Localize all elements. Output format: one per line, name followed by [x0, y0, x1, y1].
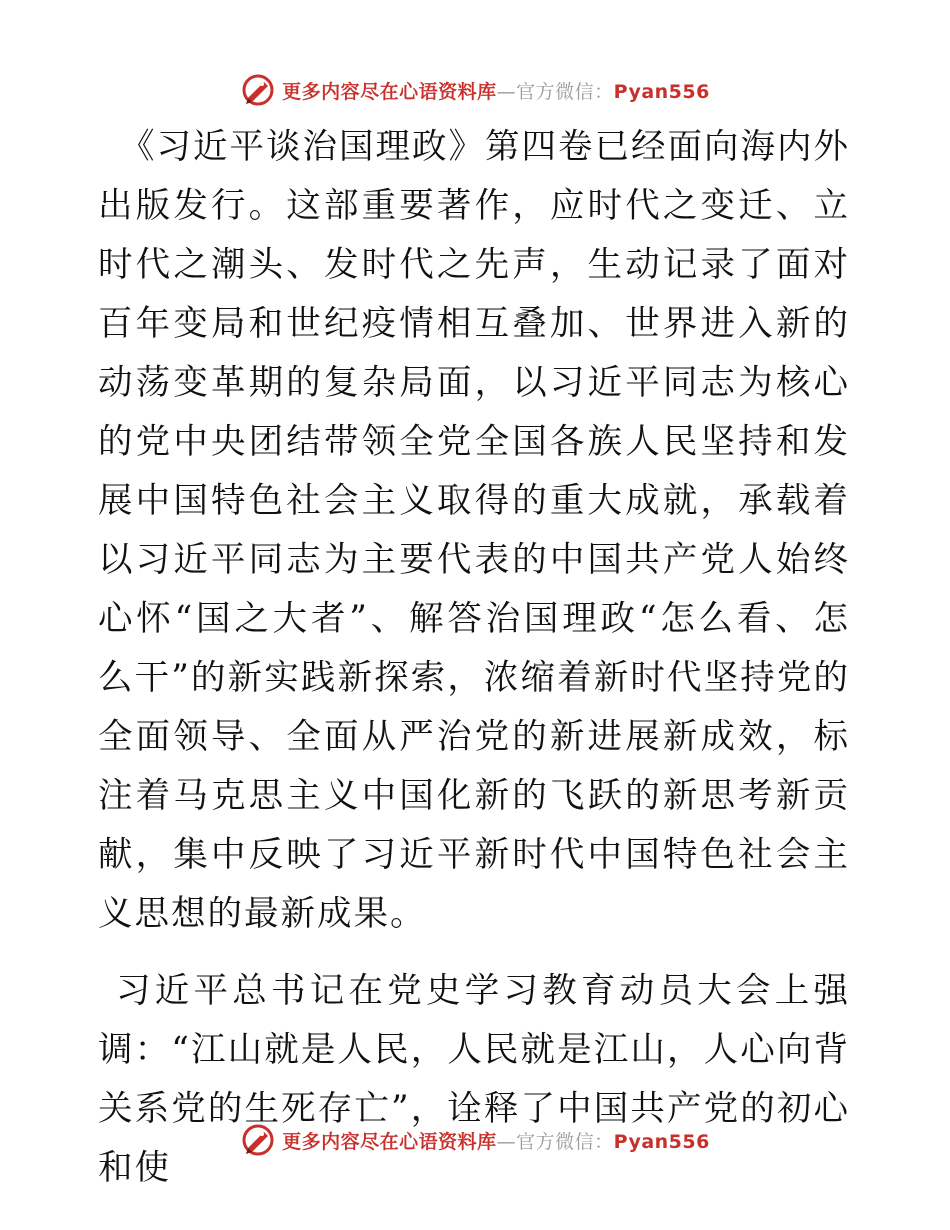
watermark-text	[282, 1127, 710, 1154]
paragraph-2: 习近平总书记在党史学习教育动员大会上强调：“江山就是人民，人民就是江山，人心向背关系党的生死存亡”，诠释了中国共产党的初心和使	[98, 971, 850, 1188]
watermark-text	[282, 77, 710, 104]
pen-logo-icon	[240, 72, 276, 108]
watermark-wechat-id: Pyan556	[613, 80, 710, 103]
watermark-wechat-label: 官方微信：	[516, 1130, 614, 1153]
watermark-dash: —	[496, 80, 517, 103]
watermark-wechat-id: Pyan556	[613, 1130, 710, 1153]
header-watermark-banner	[0, 70, 950, 110]
document-body	[98, 118, 850, 1198]
pen-logo-icon	[240, 1122, 276, 1158]
watermark-wechat-label: 官方微信：	[516, 80, 614, 103]
footer-watermark-banner	[0, 1120, 950, 1160]
paragraph-1: 《习近平谈治国理政》第四卷已经面向海内外出版发行。这部重要著作，应时代之变迁、立时代之潮头、发时代之先声，生动记录了面对百年变局和世纪疫情相互叠加、世界进入新的动荡变革期的复杂局面，以习近平同志为核心的党中央团结带领全党全国各族人民坚持和发展中国特色社会主义取得的重大成就，承载着以习近平同志为主要代表的中国共产党人始终心怀“国之大者”、解答治国理政“怎么看、怎么干”的新实践新探索，浓缩着新时代坚持党的全面领导、全面从严治党的新进展新成效，标注着马克思主义中国化新的飞跃的新思考新贡献，集中反映了习近平新时代中国特色社会主义思想的最新成果。	[98, 127, 850, 934]
watermark-dash: —	[496, 1130, 517, 1153]
watermark-main-text: 更多内容尽在心语资料库	[282, 1130, 497, 1153]
watermark-main-text: 更多内容尽在心语资料库	[282, 80, 497, 103]
